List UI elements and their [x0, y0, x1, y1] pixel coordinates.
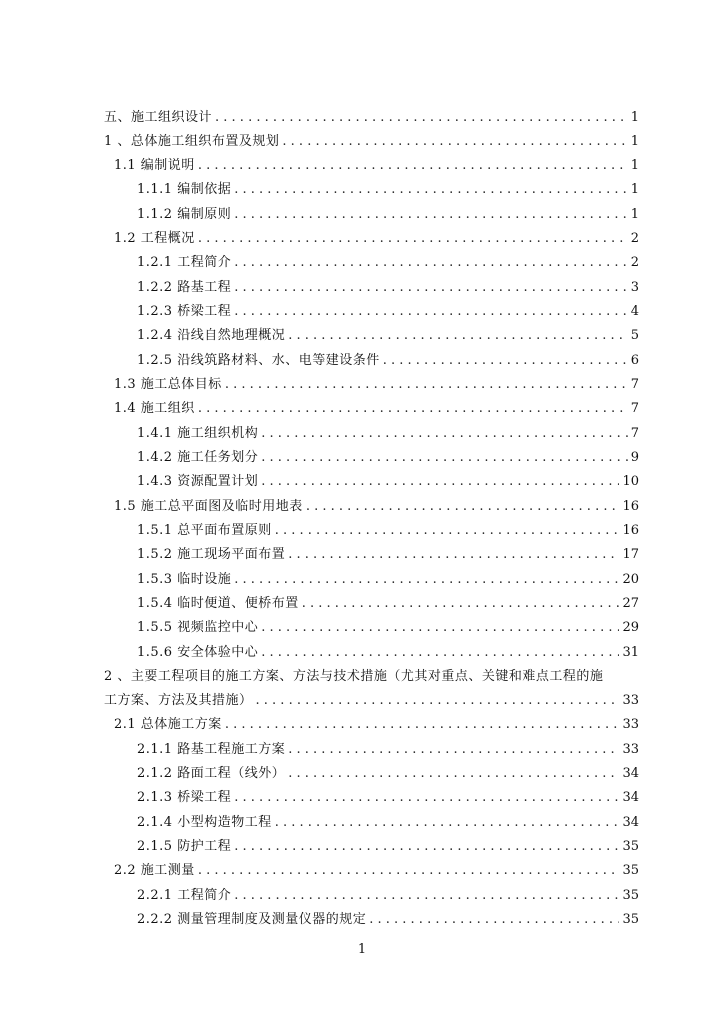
toc-page-number: 27 — [622, 596, 639, 611]
toc-page-number: 20 — [622, 572, 639, 587]
toc-entry[interactable] — [0, 885, 724, 907]
dot-leader — [282, 131, 627, 153]
toc-page-number: 4 — [630, 304, 639, 319]
dot-leader — [234, 301, 628, 323]
toc-page-number: 1 — [630, 110, 639, 125]
toc-title: 1.5.5 视频监控中心 — [137, 620, 259, 635]
toc-page-number: 2 — [630, 255, 639, 270]
dot-leader — [369, 909, 619, 931]
dot-leader — [261, 471, 619, 493]
dot-leader — [288, 325, 628, 347]
toc-page-number: 2 — [630, 231, 639, 246]
toc-entry[interactable] — [0, 593, 724, 615]
toc-entry[interactable] — [0, 471, 724, 493]
toc-title: 2.1.4 小型构造物工程 — [137, 815, 272, 830]
toc-title: 2.2 施工测量 — [114, 863, 195, 878]
dot-leader — [261, 423, 628, 445]
toc-title: 1.4.1 施工组织机构 — [137, 426, 259, 441]
toc-title: 1.4.2 施工任务划分 — [137, 450, 259, 465]
dot-leader — [306, 496, 620, 518]
toc-page-number: 33 — [622, 693, 639, 708]
dot-leader — [198, 155, 628, 177]
toc-page-number: 1 — [630, 158, 639, 173]
toc-entry[interactable] — [0, 544, 724, 566]
toc-page-number: 34 — [622, 790, 639, 805]
toc-entry[interactable] — [0, 252, 724, 274]
toc-title: 2.1.2 路面工程（线外） — [137, 766, 286, 781]
dot-leader — [261, 642, 619, 664]
dot-leader — [225, 374, 628, 396]
dot-leader — [234, 787, 619, 809]
toc-entry[interactable] — [0, 666, 724, 714]
toc-title: 1.5 施工总平面图及临时用地表 — [114, 499, 303, 514]
dot-leader — [234, 569, 619, 591]
toc-entry[interactable] — [0, 860, 724, 882]
toc-entry[interactable] — [0, 787, 724, 809]
toc-page-number: 31 — [622, 645, 639, 660]
toc-title: 2.2.1 工程简介 — [137, 888, 232, 903]
toc-entry[interactable] — [0, 131, 724, 153]
toc-page-number: 17 — [622, 547, 639, 562]
toc-title: 1.5.4 临时便道、便桥布置 — [137, 596, 299, 611]
toc-page-number: 33 — [622, 742, 639, 757]
toc-entry[interactable] — [0, 714, 724, 736]
footer-page-number: 1 — [357, 942, 367, 957]
toc-title: 1 、总体施工组织布置及规划 — [104, 134, 280, 149]
toc-title: 工方案、方法及其措施） — [104, 693, 253, 708]
toc-title: 1.4 施工组织 — [114, 401, 195, 416]
toc-entry[interactable] — [0, 739, 724, 761]
toc-title: 1.2.1 工程简介 — [137, 255, 232, 270]
toc-entry[interactable] — [0, 398, 724, 420]
toc-page-number: 3 — [630, 280, 639, 295]
toc-title-line1: 2 、主要工程项目的施工方案、方法与技术措施（尤其对重点、关键和难点工程的施 — [104, 669, 604, 684]
toc-entry[interactable] — [0, 374, 724, 396]
dot-leader — [215, 107, 628, 129]
dot-leader — [256, 690, 620, 712]
toc-entry[interactable] — [0, 325, 724, 347]
toc-entry[interactable] — [0, 836, 724, 858]
toc-entry[interactable] — [0, 155, 724, 177]
toc-page-number: 34 — [622, 766, 639, 781]
toc-page-number: 35 — [622, 863, 639, 878]
toc-page-number: 5 — [630, 328, 639, 343]
toc-page-number: 7 — [630, 377, 639, 392]
dot-leader — [234, 204, 628, 226]
toc-title: 1.5.1 总平面布置原则 — [137, 523, 272, 538]
dot-leader — [225, 714, 620, 736]
toc-title: 五、施工组织设计 — [104, 110, 213, 125]
dot-leader — [288, 544, 619, 566]
toc-page-number: 6 — [630, 353, 639, 368]
toc-page-number: 1 — [630, 134, 639, 149]
toc-title: 1.5.6 安全体验中心 — [137, 645, 259, 660]
toc-entry[interactable] — [0, 909, 724, 931]
toc-title: 2.1.5 防护工程 — [137, 839, 232, 854]
toc-page-number: 1 — [630, 182, 639, 197]
toc-entry[interactable] — [0, 228, 724, 250]
toc-entry[interactable] — [0, 107, 724, 129]
dot-leader — [198, 860, 620, 882]
dot-leader — [261, 447, 628, 469]
toc-entry[interactable] — [0, 350, 724, 372]
toc-title: 1.1.2 编制原则 — [137, 207, 232, 222]
dot-leader — [383, 350, 628, 372]
toc-entry[interactable] — [0, 496, 724, 518]
toc-title: 1.2.2 路基工程 — [137, 280, 232, 295]
dot-leader — [261, 617, 619, 639]
dot-leader — [198, 398, 628, 420]
toc-page-number: 29 — [622, 620, 639, 635]
toc-title: 1.3 施工总体目标 — [114, 377, 222, 392]
toc-title: 2.1.3 桥梁工程 — [137, 790, 232, 805]
toc-title: 1.2.5 沿线筑路材料、水、电等建设条件 — [137, 353, 380, 368]
toc-entry[interactable] — [0, 642, 724, 664]
toc-title: 1.4.3 资源配置计划 — [137, 474, 259, 489]
toc-page-number: 35 — [622, 839, 639, 854]
dot-leader — [288, 739, 619, 761]
toc-title: 1.5.3 临时设施 — [137, 572, 232, 587]
toc-title: 1.5.2 施工现场平面布置 — [137, 547, 286, 562]
toc-title: 1.2 工程概况 — [114, 231, 195, 246]
toc-page-number: 34 — [622, 815, 639, 830]
dot-leader — [234, 179, 628, 201]
dot-leader — [288, 763, 619, 785]
toc-title: 2.1 总体施工方案 — [114, 717, 222, 732]
dot-leader — [234, 252, 628, 274]
toc-title: 2.1.1 路基工程施工方案 — [137, 742, 286, 757]
dot-leader — [234, 836, 619, 858]
toc-page-number: 7 — [630, 401, 639, 416]
toc-page-number: 9 — [630, 450, 639, 465]
toc-entry[interactable] — [0, 179, 724, 201]
toc-entry[interactable] — [0, 569, 724, 591]
toc-entry[interactable] — [0, 277, 724, 299]
toc-entry[interactable] — [0, 763, 724, 785]
toc-entry[interactable] — [0, 812, 724, 834]
toc-entry[interactable] — [0, 204, 724, 226]
toc-title: 2.2.2 测量管理制度及测量仪器的规定 — [137, 912, 367, 927]
toc-page-number: 35 — [622, 888, 639, 903]
toc-page-number: 16 — [622, 523, 639, 538]
dot-leader — [234, 277, 628, 299]
dot-leader — [302, 593, 620, 615]
toc-entry[interactable] — [0, 617, 724, 639]
toc-page-number: 7 — [630, 426, 639, 441]
toc-page-number: 10 — [622, 474, 639, 489]
toc-title: 1.1.1 编制依据 — [137, 182, 232, 197]
toc-page-number: 35 — [622, 912, 639, 927]
dot-leader — [198, 228, 628, 250]
toc-entry[interactable] — [0, 520, 724, 542]
toc-title: 1.2.3 桥梁工程 — [137, 304, 232, 319]
toc-page-number: 33 — [622, 717, 639, 732]
toc-entry[interactable] — [0, 301, 724, 323]
toc-title: 1.2.4 沿线自然地理概况 — [137, 328, 286, 343]
dot-leader — [234, 885, 619, 907]
toc-entry[interactable] — [0, 447, 724, 469]
toc-title: 1.1 编制说明 — [114, 158, 195, 173]
toc-page-number: 16 — [622, 499, 639, 514]
dot-leader — [275, 812, 620, 834]
dot-leader — [275, 520, 620, 542]
toc-page-number: 1 — [630, 207, 639, 222]
toc-entry[interactable] — [0, 423, 724, 445]
